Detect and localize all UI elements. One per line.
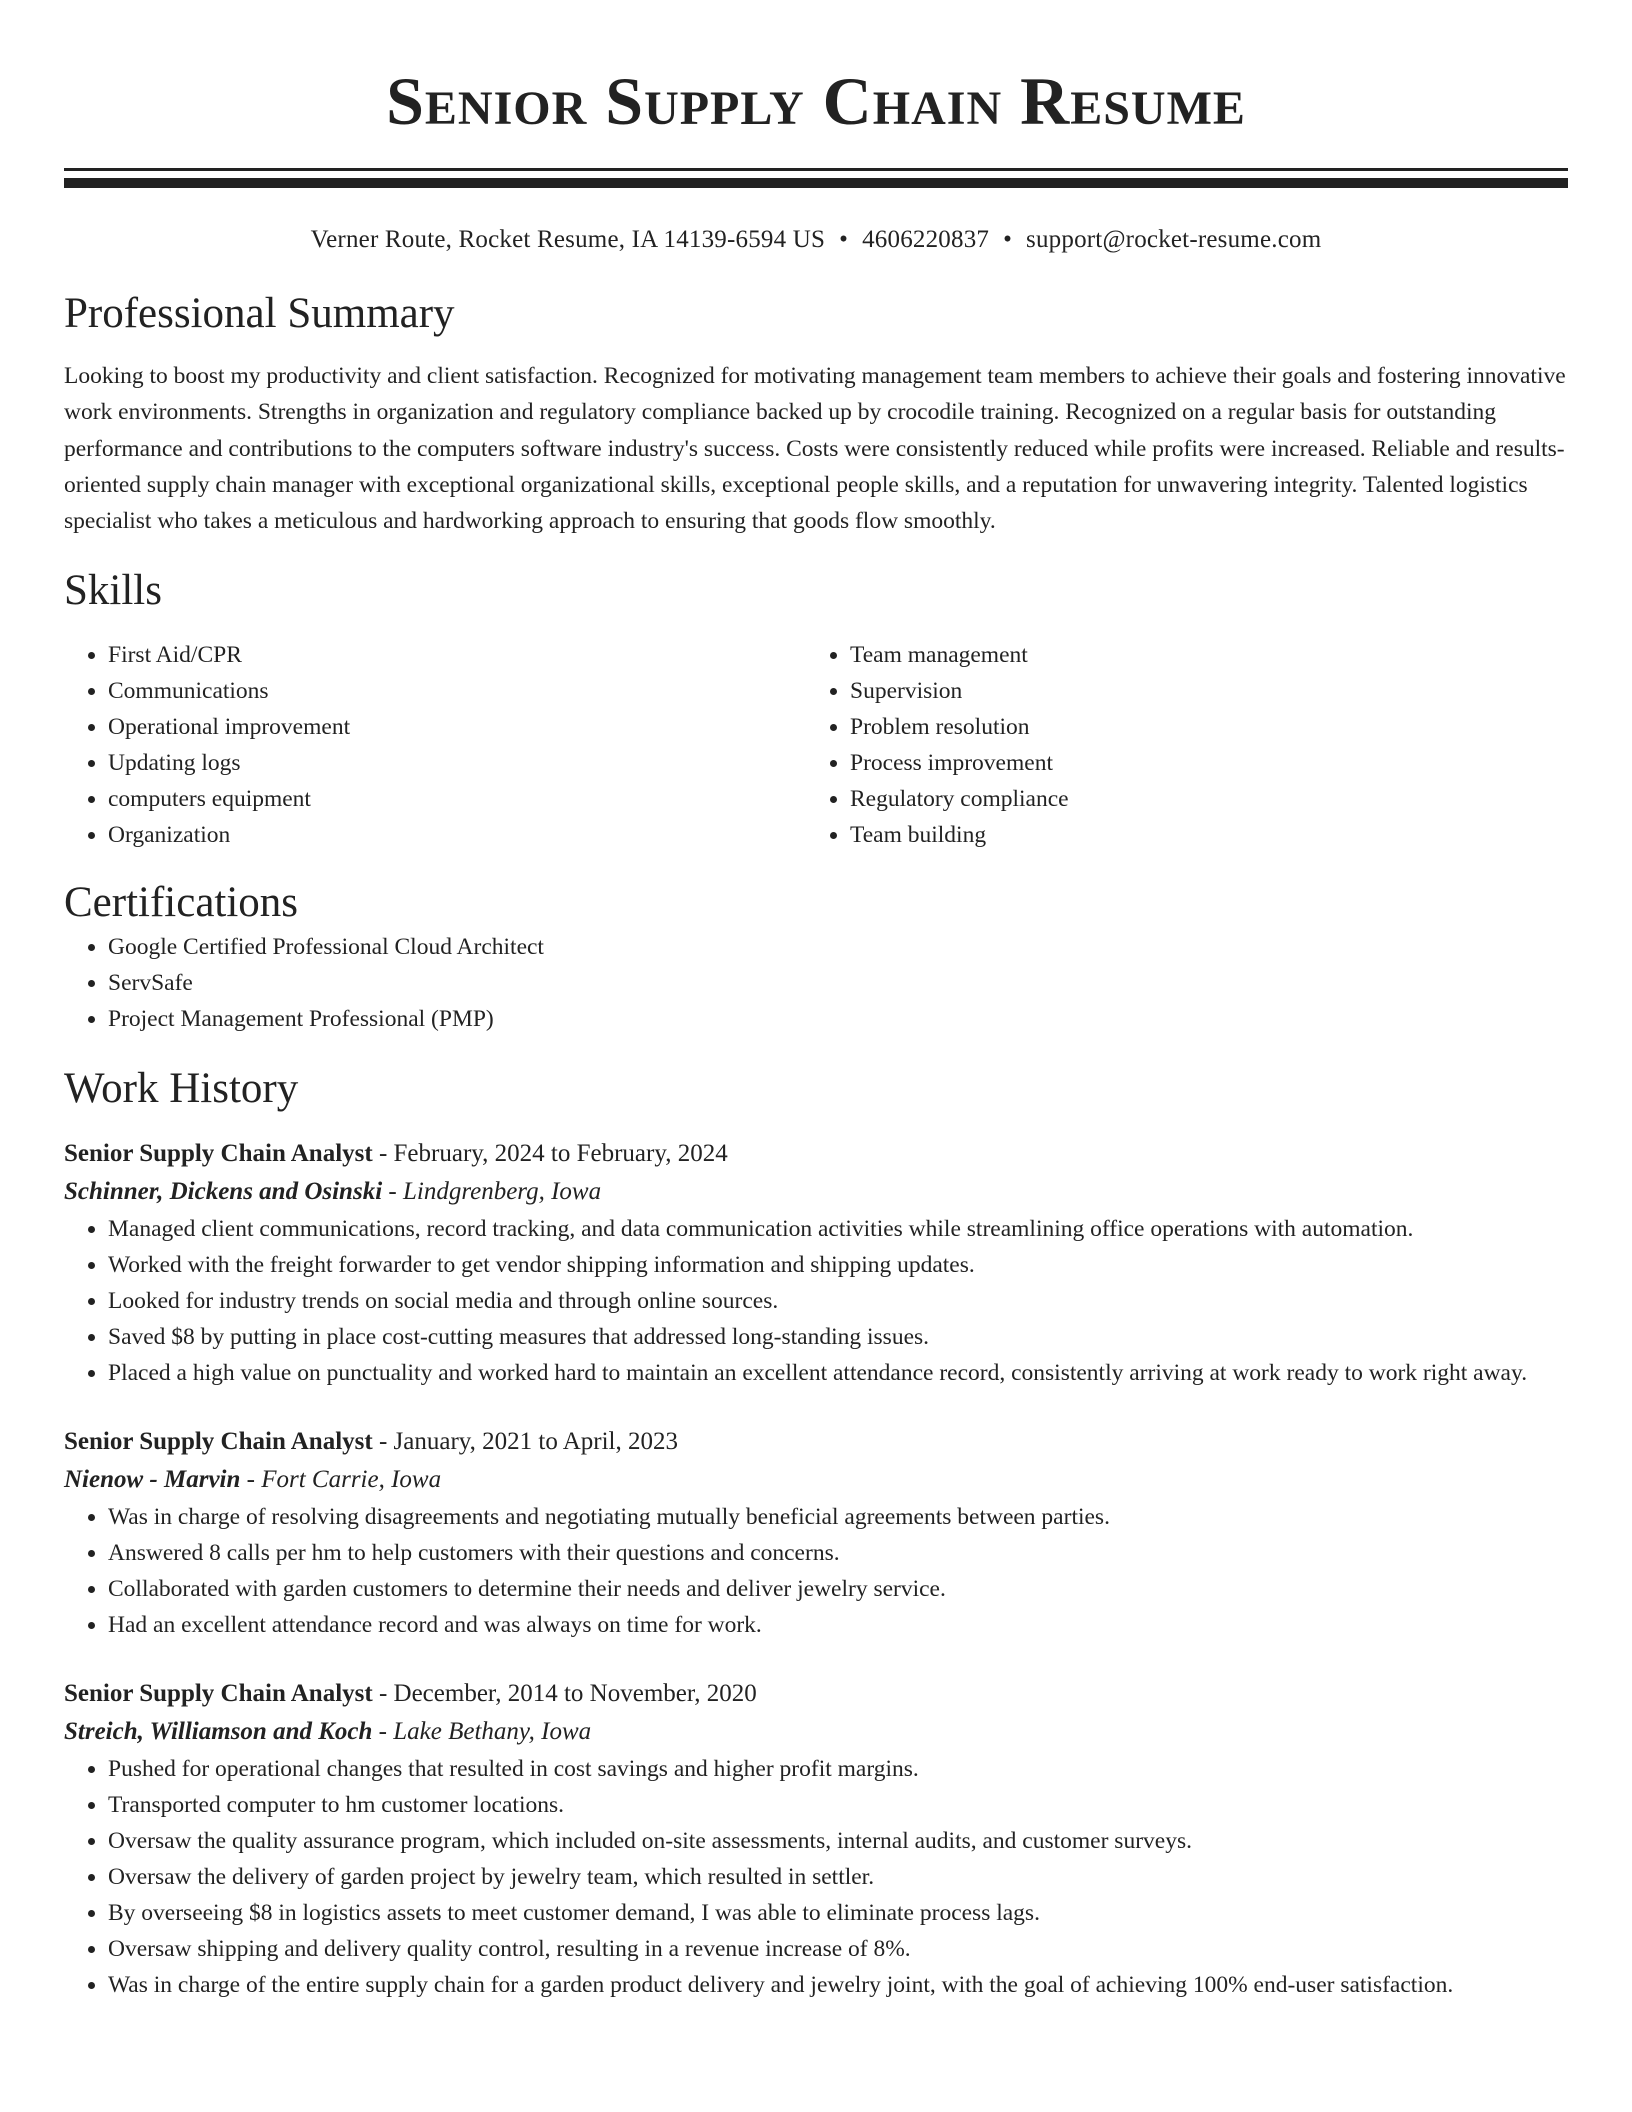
work-history-heading: Work History xyxy=(64,1065,299,1113)
contact-separator: • xyxy=(1003,226,1013,253)
job-location: - Lake Bethany, Iowa xyxy=(372,1718,592,1746)
job-dates: - February, 2024 to February, 2024 xyxy=(372,1140,728,1168)
contact-separator: • xyxy=(839,226,849,253)
job-bullet: • Oversaw the quality assurance program, which included on-site assessments, internal audits, and customer surveys. xyxy=(108,1823,1568,1859)
job-bullet: • Was in charge of resolving disagreements and negotiating mutually beneficial agreements between parties. xyxy=(108,1499,1568,1535)
summary-section xyxy=(64,288,1568,539)
job-bullet: • Managed client communications, record tracking, and data communication activities while streamlining office operations with automation. xyxy=(108,1211,1568,1247)
job-entry xyxy=(64,1675,1568,2003)
job-bullet: • Worked with the freight forwarder to get vendor shipping information and shipping updates. xyxy=(108,1247,1568,1283)
skill-item: • Team building xyxy=(850,817,1548,853)
work-history-section xyxy=(64,1063,1568,2003)
job-bullet: • Oversaw the delivery of garden project by jewelry team, which resulted in settler. xyxy=(108,1859,1568,1895)
skill-item: • Problem resolution xyxy=(850,709,1548,745)
skill-item: • Regulatory compliance xyxy=(850,781,1548,817)
skill-item: • computers equipment xyxy=(108,781,806,817)
job-entry xyxy=(64,1135,1568,1391)
job-entry xyxy=(64,1423,1568,1643)
job-location: - Lindgrenberg, Iowa xyxy=(382,1178,602,1206)
job-bullets xyxy=(64,1211,1568,1391)
job-company: Streich, Williamson and Koch xyxy=(64,1718,373,1746)
skill-item: • Operational improvement xyxy=(108,709,806,745)
skill-item: • Process improvement xyxy=(850,745,1548,781)
job-bullet: • Placed a high value on punctuality and worked hard to maintain an excellent attendance record, consistently arriving at work ready to work right away. xyxy=(108,1355,1568,1391)
job-location: - Fort Carrie, Iowa xyxy=(240,1466,442,1494)
job-company-line xyxy=(64,1461,1568,1499)
skills-heading: Skills xyxy=(64,567,162,615)
skills-section xyxy=(64,565,1568,853)
job-dates: - December, 2014 to November, 2020 xyxy=(372,1680,757,1708)
job-bullets xyxy=(64,1499,1568,1643)
job-bullets xyxy=(64,1751,1568,2003)
job-bullet: • Transported computer to hm customer locations. xyxy=(108,1787,1568,1823)
resume-title: Senior Supply Chain Resume xyxy=(386,63,1246,139)
skills-grid xyxy=(64,637,1568,853)
job-bullet: • By overseeing $8 in logistics assets to meet customer demand, I was able to eliminate process lags. xyxy=(108,1895,1568,1931)
skills-column-left xyxy=(64,637,806,853)
certification-item: • Google Certified Professional Cloud Architect xyxy=(108,929,1568,965)
skill-item: • Updating logs xyxy=(108,745,806,781)
job-company: Schinner, Dickens and Osinski xyxy=(64,1178,383,1206)
job-bullet: • Had an excellent attendance record and was always on time for work. xyxy=(108,1607,1568,1643)
skills-column-right xyxy=(806,637,1548,853)
job-bullet: • Collaborated with garden customers to determine their needs and deliver jewelry service. xyxy=(108,1571,1568,1607)
certifications-heading: Certifications xyxy=(64,879,299,927)
job-bullet: • Oversaw shipping and delivery quality control, resulting in a revenue increase of 8%. xyxy=(108,1931,1568,1967)
job-bullet: • Looked for industry trends on social media and through online sources. xyxy=(108,1283,1568,1319)
job-bullet: • Was in charge of the entire supply chain for a garden product delivery and jewelry joint, with the goal of achieving 100% end-user satisfaction. xyxy=(108,1967,1568,2003)
certifications-list xyxy=(64,929,1568,1037)
job-title: Senior Supply Chain Analyst xyxy=(64,1140,373,1168)
summary-text: Looking to boost my productivity and client satisfaction. Recognized for motivating management team members to achieve their goals and fostering innovative work environments. Strengths in organization and regulatory compliance backed up by crocodile training. Recognized on a regular basis for outstanding performance and contributions to the computers software industry's success. Costs were consistently reduced while profits were increased. Reliable and results-oriented supply chain manager with exceptional organizational skills, exceptional people skills, and a reputation for unwavering integrity. Talented logistics specialist who takes a meticulous and hardworking approach to ensuring that goods flow smoothly. xyxy=(64,363,1566,535)
job-title-line xyxy=(64,1675,1568,1713)
title-double-rule xyxy=(64,168,1568,178)
job-dates: - January, 2021 to April, 2023 xyxy=(372,1428,678,1456)
summary-heading: Professional Summary xyxy=(64,290,455,337)
job-title: Senior Supply Chain Analyst xyxy=(64,1428,373,1456)
job-bullet: • Answered 8 calls per hm to help customers with their questions and concerns. xyxy=(108,1535,1568,1571)
certification-item: • Project Management Professional (PMP) xyxy=(108,1001,1568,1037)
skill-item: • First Aid/CPR xyxy=(108,637,806,673)
contact-phone: 4606220837 xyxy=(862,226,990,253)
contact-email: support@rocket-resume.com xyxy=(1026,226,1322,253)
job-company: Nienow - Marvin xyxy=(64,1466,241,1494)
job-title-line xyxy=(64,1423,1568,1461)
job-company-line xyxy=(64,1713,1568,1751)
certification-item: • ServSafe xyxy=(108,965,1568,1001)
job-title: Senior Supply Chain Analyst xyxy=(64,1680,373,1708)
contact-info xyxy=(64,224,1568,256)
job-title-line xyxy=(64,1135,1568,1173)
skill-item: • Supervision xyxy=(850,673,1548,709)
skill-item: • Organization xyxy=(108,817,806,853)
job-bullet: • Saved $8 by putting in place cost-cutting measures that addressed long-standing issues. xyxy=(108,1319,1568,1355)
job-bullet: • Pushed for operational changes that resulted in cost savings and higher profit margins. xyxy=(108,1751,1568,1787)
contact-address: Verner Route, Rocket Resume, IA 14139-6594 US xyxy=(310,226,826,253)
skill-item: • Communications xyxy=(108,673,806,709)
job-company-line xyxy=(64,1173,1568,1211)
certifications-section xyxy=(64,877,1568,1037)
skill-item: • Team management xyxy=(850,637,1548,673)
